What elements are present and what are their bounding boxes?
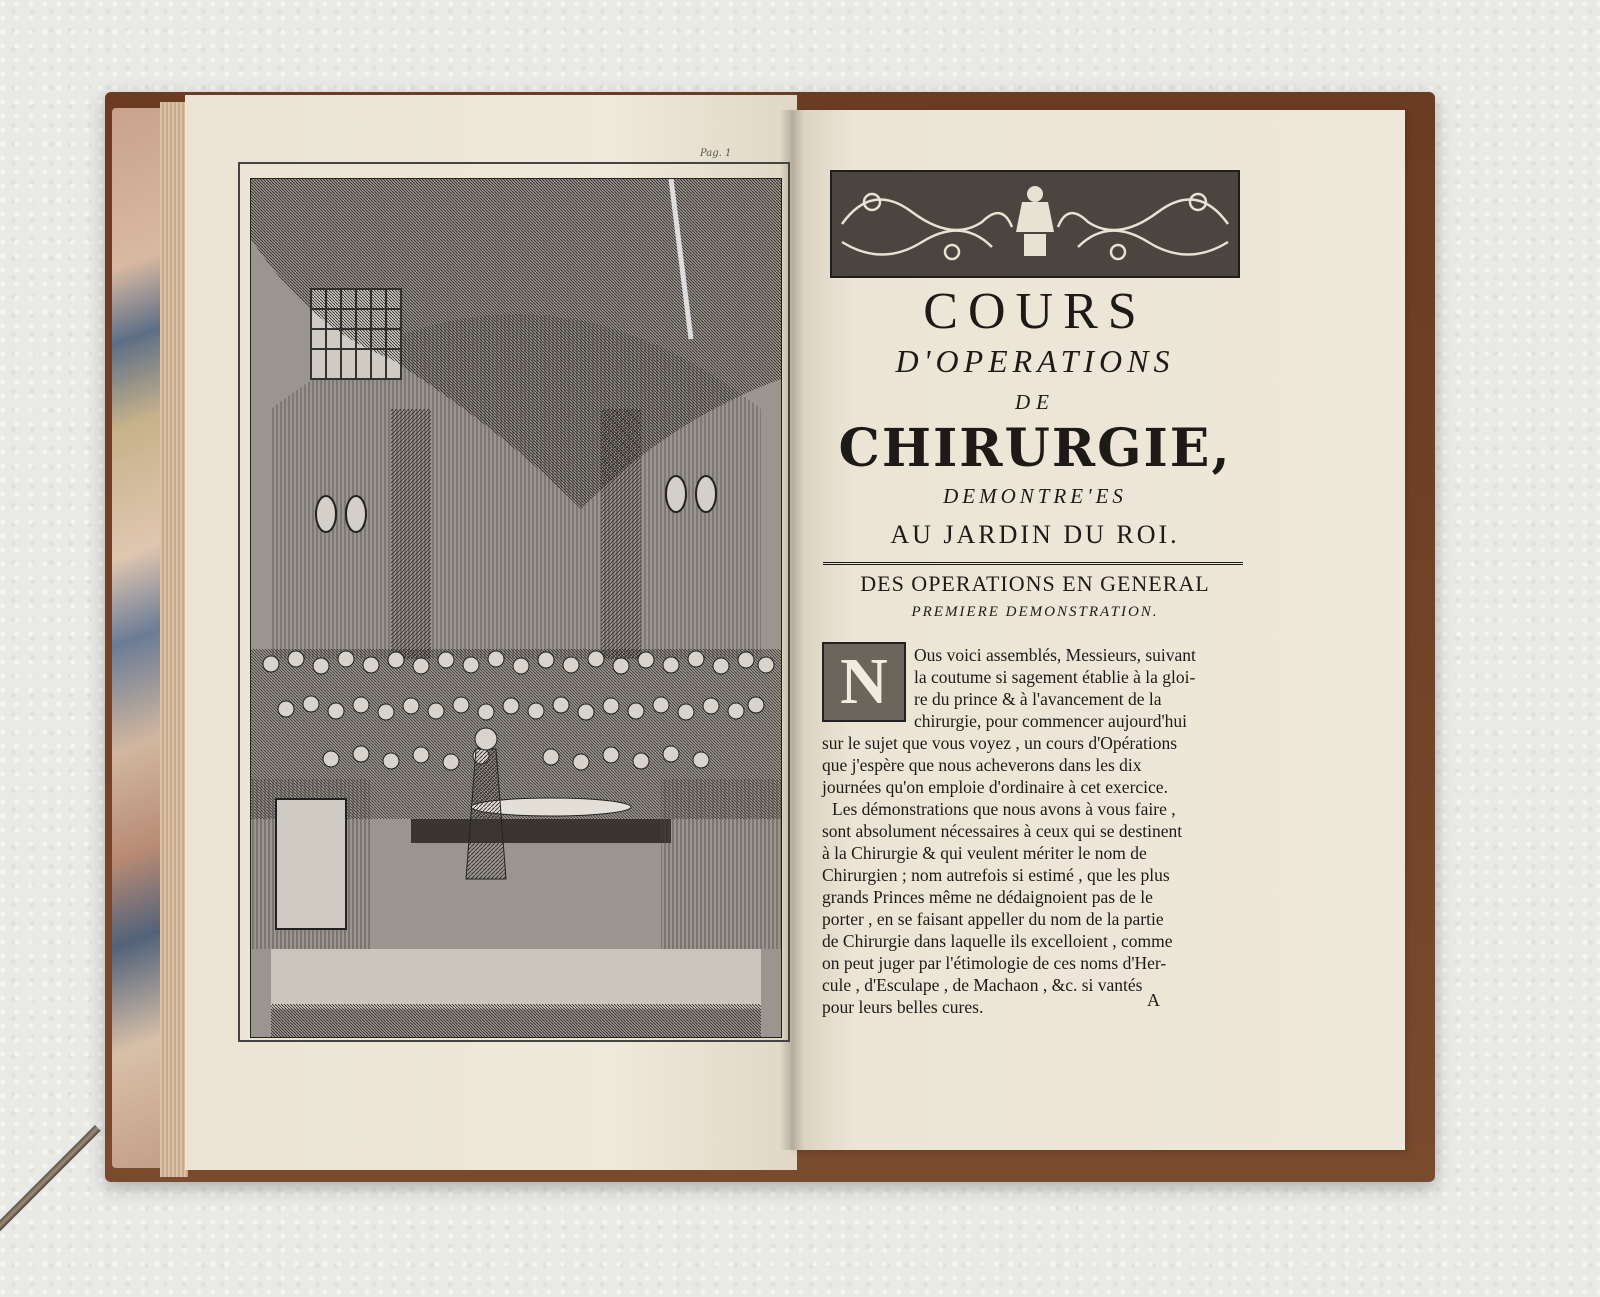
text-line: sont absolument nécessaires à ceux qui se destinent [822,821,1183,841]
text-line: sur le sujet que vous voyez , un cours d'Opérations [822,733,1178,753]
plate-reference: Pag. 1 [700,148,732,159]
title-line-jardin: AU JARDIN DU ROI. [890,520,1180,549]
title-line-cours: COURS [923,283,1147,340]
text-line: de Chirurgie dans laquelle ils excelloient , comme [822,931,1173,951]
text-line: pour leurs belles cures. [822,997,984,1017]
section-subtitle: PREMIERE DEMONSTRATION. [911,604,1159,620]
page-edges [160,102,188,1177]
marbled-endpaper [112,108,160,1168]
text-line: journées qu'on emploie d'ordinaire à cet exercice. [822,777,1168,797]
text-line: la coutume si sagement établie à la gloi- [914,667,1196,687]
text-line: on peut juger par l'étimologie de ces noms d'Her- [822,953,1167,973]
drop-cap [822,642,906,722]
text-line: à la Chirurgie & qui veulent mériter le nom de [822,843,1147,863]
title-line-de: DE [1015,390,1055,414]
text-line: Ous voici assemblés, Messieurs, suivant [914,645,1196,665]
metal-pointer [0,1125,101,1272]
text-line: porter , en se faisant appeller du nom de la partie [822,909,1164,929]
title-line-demontrees: DEMONTRE'ES [943,484,1127,508]
text-line: re du prince & à l'avancement de la [914,689,1162,709]
text-line: Chirurgien ; nom autrefois si estimé , que les plus [822,865,1170,885]
ornamental-headpiece [830,170,1240,278]
engraving-anatomy-theatre [250,178,782,1038]
signature-mark: A [1147,990,1160,1010]
text-line: Les démonstrations que nous avons à vous faire , [832,799,1176,819]
text-line: que j'espère que nous acheverons dans les dix [822,755,1142,775]
section-title: DES OPERATIONS EN GENERAL [860,571,1210,596]
double-rule [823,562,1243,565]
title-line-chirurgie: CHIRURGIE, [838,418,1232,479]
text-line: chirurgie, pour commencer aujourd'hui [914,711,1188,731]
text-line: cule , d'Esculape , de Machaon , &c. si vantés [822,975,1143,995]
drop-cap-letter: N [840,645,888,718]
title-line-operations: D'OPERATIONS [895,343,1175,379]
text-line: grands Princes même ne dédaignoient pas de le [822,887,1153,907]
